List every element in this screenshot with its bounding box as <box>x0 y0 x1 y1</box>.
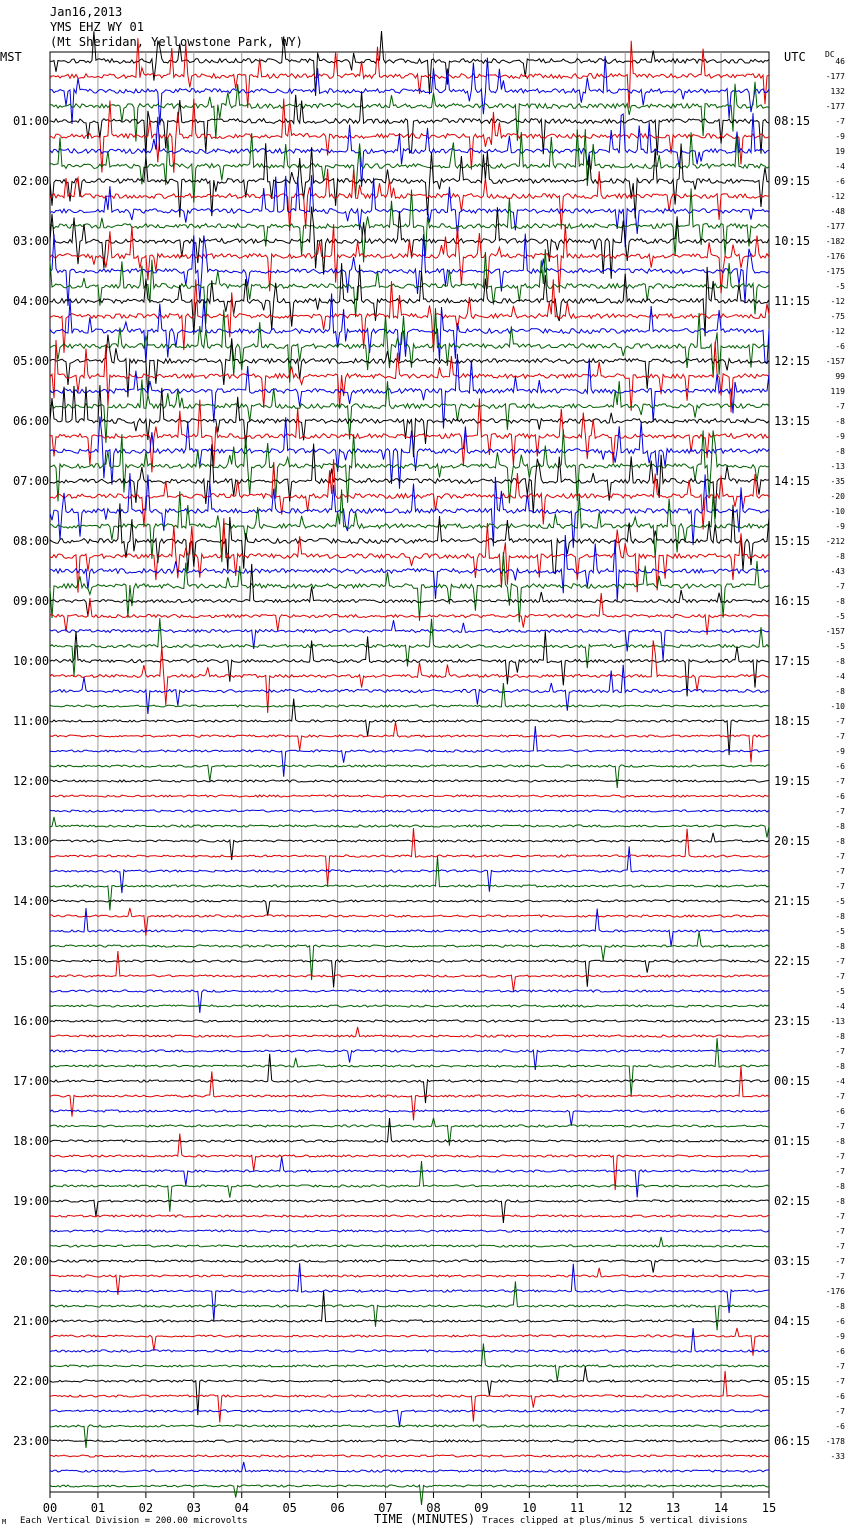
dc-offset-label: -4 <box>835 1077 845 1086</box>
right-hour-label: 02:15 <box>774 1194 811 1208</box>
right-hour-label: 03:15 <box>774 1254 811 1268</box>
dc-offset-label: -7 <box>835 732 845 741</box>
x-tick-label: 09 <box>474 1501 489 1515</box>
x-tick-label: 03 <box>186 1501 202 1515</box>
left-hour-label: 22:00 <box>13 1374 50 1388</box>
x-tick-label: 02 <box>138 1501 154 1515</box>
dc-offset-label: -13 <box>830 1017 845 1026</box>
dc-offset-label: -176 <box>825 252 845 261</box>
right-hour-label: 13:15 <box>774 414 811 428</box>
right-hour-label: 21:15 <box>774 894 811 908</box>
dc-offset-label: -8 <box>835 1182 845 1191</box>
left-hour-label: 15:00 <box>13 954 50 968</box>
dc-offset-label: -7 <box>835 1272 845 1281</box>
location-label: (Mt Sheridan, Yellowstone Park, WY) <box>50 35 303 49</box>
dc-offset-label: -5 <box>835 612 845 621</box>
right-hour-label: 01:15 <box>774 1134 811 1148</box>
dc-offset-label: -8 <box>835 1302 845 1311</box>
left-hour-label: 11:00 <box>13 714 50 728</box>
dc-offset-label: -6 <box>835 1422 845 1431</box>
dc-offset-label: -8 <box>835 912 845 921</box>
right-hour-label: 22:15 <box>774 954 811 968</box>
x-tick-label: 05 <box>282 1501 297 1515</box>
dc-offset-label: -6 <box>835 792 845 801</box>
right-hour-label: 17:15 <box>774 654 811 668</box>
dc-offset-label: 19 <box>835 147 845 156</box>
dc-offset-label: -7 <box>835 972 845 981</box>
dc-offset-label: -8 <box>835 447 845 456</box>
x-tick-label: 13 <box>665 1501 681 1515</box>
dc-offset-label: -4 <box>835 162 845 171</box>
dc-offset-label: -20 <box>830 492 845 501</box>
left-hour-label: 19:00 <box>13 1194 50 1208</box>
dc-offset-label: -75 <box>830 312 845 321</box>
left-hour-label: 12:00 <box>13 774 50 788</box>
dc-offset-label: -182 <box>825 237 845 246</box>
dc-offset-label: -177 <box>825 72 845 81</box>
dc-offset-label: -7 <box>835 957 845 966</box>
right-hour-label: 19:15 <box>774 774 811 788</box>
right-hour-label: 00:15 <box>774 1074 811 1088</box>
x-tick-label: 11 <box>570 1501 585 1515</box>
left-hour-label: 21:00 <box>13 1314 50 1328</box>
x-tick-label: 04 <box>234 1501 249 1515</box>
right-hour-label: 05:15 <box>774 1374 811 1388</box>
dc-offset-label: -10 <box>830 702 845 711</box>
dc-offset-label: -6 <box>835 1107 845 1116</box>
dc-offset-label: -7 <box>835 1257 845 1266</box>
dc-offset-label: -7 <box>835 1362 845 1371</box>
dc-offset-label: -7 <box>835 1047 845 1056</box>
left-hour-label: 05:00 <box>13 354 50 368</box>
dc-offset-label: -8 <box>835 687 845 696</box>
x-tick-label: 15 <box>761 1501 777 1515</box>
dc-offset-label: -7 <box>835 1122 845 1131</box>
left-hour-label: 18:00 <box>13 1134 50 1148</box>
dc-offset-label: -8 <box>835 1137 845 1146</box>
dc-offset-label: -157 <box>825 357 845 366</box>
x-tick-label: 12 <box>617 1501 633 1515</box>
right-hour-label: 08:15 <box>774 114 811 128</box>
dc-offset-label: -4 <box>835 1002 845 1011</box>
left-hour-label: 23:00 <box>13 1434 50 1448</box>
scale-note: Each Vertical Division = 200.00 microvolts <box>20 1516 248 1526</box>
dc-offset-label: -8 <box>835 552 845 561</box>
dc-offset-label: -8 <box>835 657 845 666</box>
right-hour-label: 18:15 <box>774 714 811 728</box>
x-tick-label: 14 <box>713 1501 729 1515</box>
dc-offset-label: -7 <box>835 1167 845 1176</box>
dc-offset-label: -9 <box>835 1332 845 1341</box>
dc-offset-label: -7 <box>835 1242 845 1251</box>
dc-offset-label: -6 <box>835 1317 845 1326</box>
left-hour-label: 17:00 <box>13 1074 50 1088</box>
right-hour-label: 06:15 <box>774 1434 811 1448</box>
dc-offset-label: -7 <box>835 117 845 126</box>
dc-offset-label: -175 <box>825 267 845 276</box>
dc-offset-label: -157 <box>825 627 845 636</box>
dc-offset-label: -7 <box>835 807 845 816</box>
dc-offset-label: -8 <box>835 1032 845 1041</box>
dc-offset-label: -176 <box>825 1287 845 1296</box>
left-hour-label: 10:00 <box>13 654 50 668</box>
dc-offset-label: -8 <box>835 942 845 951</box>
dc-offset-label: -7 <box>835 1377 845 1386</box>
dc-offset-label: -9 <box>835 522 845 531</box>
dc-offset-label: -8 <box>835 597 845 606</box>
dc-offset-label: -10 <box>830 507 845 516</box>
dc-offset-label: -6 <box>835 342 845 351</box>
left-hour-label: 03:00 <box>13 234 50 248</box>
right-hour-label: 04:15 <box>774 1314 811 1328</box>
left-hour-label: 04:00 <box>13 294 50 308</box>
dc-offset-label: -8 <box>835 822 845 831</box>
left-hour-label: 01:00 <box>13 114 50 128</box>
dc-offset-label: -5 <box>835 282 845 291</box>
dc-offset-label: -13 <box>830 462 845 471</box>
left-hour-label: 20:00 <box>13 1254 50 1268</box>
x-tick-label: 06 <box>330 1501 345 1515</box>
dc-offset-label: -7 <box>835 1407 845 1416</box>
x-tick-label: 10 <box>522 1501 537 1515</box>
dc-offset-label: -4 <box>835 672 845 681</box>
dc-offset-label: -178 <box>825 1437 845 1446</box>
dc-offset-label: -8 <box>835 1062 845 1071</box>
dc-offset-label: -177 <box>825 102 845 111</box>
left-hour-label: 16:00 <box>13 1014 50 1028</box>
dc-offset-label: -5 <box>835 642 845 651</box>
right-hour-label: 20:15 <box>774 834 811 848</box>
dc-offset-label: -7 <box>835 582 845 591</box>
x-axis-label: TIME (MINUTES) <box>374 1512 476 1526</box>
x-tick-label: 01 <box>90 1501 106 1515</box>
right-hour-label: 09:15 <box>774 174 811 188</box>
dc-offset-label: 132 <box>830 87 845 96</box>
right-timezone-label: UTC <box>784 50 806 64</box>
right-hour-label: 12:15 <box>774 354 811 368</box>
dc-offset-label: -6 <box>835 1347 845 1356</box>
left-hour-label: 13:00 <box>13 834 50 848</box>
dc-offset-label: -9 <box>835 432 845 441</box>
left-hour-label: 14:00 <box>13 894 50 908</box>
right-hour-label: 10:15 <box>774 234 811 248</box>
dc-offset-label: -8 <box>835 1197 845 1206</box>
dc-offset-label: -8 <box>835 417 845 426</box>
dc-offset-label: -12 <box>830 192 845 201</box>
x-tick-label: 08 <box>426 1501 441 1515</box>
dc-offset-label: -7 <box>835 402 845 411</box>
right-hour-label: 16:15 <box>774 594 811 608</box>
right-hour-label: 15:15 <box>774 534 811 548</box>
dc-offset-label: -177 <box>825 222 845 231</box>
dc-offset-label: 99 <box>835 372 845 381</box>
x-tick-label: 07 <box>378 1501 393 1515</box>
dc-offset-label: -33 <box>830 1452 845 1461</box>
dc-offset-label: -6 <box>835 762 845 771</box>
dc-offset-label: -48 <box>830 207 845 216</box>
dc-offset-label: -7 <box>835 1152 845 1161</box>
dc-offset-label: -7 <box>835 717 845 726</box>
right-hour-label: 11:15 <box>774 294 811 308</box>
left-hour-label: 07:00 <box>13 474 50 488</box>
dc-offset-label: -12 <box>830 297 845 306</box>
left-hour-label: 06:00 <box>13 414 50 428</box>
dc-offset-label: 119 <box>830 387 845 396</box>
dc-offset-label: -35 <box>830 477 845 486</box>
dc-offset-label: -9 <box>835 747 845 756</box>
left-hour-label: 09:00 <box>13 594 50 608</box>
dc-offset-label: -7 <box>835 777 845 786</box>
x-tick-label: 00 <box>42 1501 58 1515</box>
left-hour-label: 02:00 <box>13 174 50 188</box>
date-label: Jan16,2013 <box>50 5 123 19</box>
dc-offset-label: -7 <box>835 1227 845 1236</box>
dc-offset-label: -7 <box>835 867 845 876</box>
dc-offset-label: -5 <box>835 897 845 906</box>
dc-offset-label: -12 <box>830 327 845 336</box>
station-label: YMS EHZ WY 01 <box>50 20 144 34</box>
dc-offset-label: -7 <box>835 852 845 861</box>
dc-offset-label: -7 <box>835 882 845 891</box>
dc-offset-label: -212 <box>825 537 845 546</box>
dc-offset-label: -6 <box>835 1392 845 1401</box>
dc-offset-label: -7 <box>835 1212 845 1221</box>
dc-offset-label: -5 <box>835 927 845 936</box>
right-hour-label: 14:15 <box>774 474 811 488</box>
left-timezone-label: MST <box>0 50 22 64</box>
dc-offset-label: -7 <box>835 1092 845 1101</box>
logo-mark: M <box>2 1518 7 1526</box>
dc-offset-label: 46 <box>835 57 845 66</box>
dc-offset-label: -8 <box>835 837 845 846</box>
dc-offset-label: -6 <box>835 177 845 186</box>
dc-offset-label: -43 <box>830 567 845 576</box>
right-hour-label: 23:15 <box>774 1014 811 1028</box>
dc-label: DC <box>825 50 835 59</box>
left-hour-label: 08:00 <box>13 534 50 548</box>
clip-note: Traces clipped at plus/minus 5 vertical divisions <box>482 1516 748 1526</box>
dc-offset-label: -9 <box>835 132 845 141</box>
dc-offset-label: -5 <box>835 987 845 996</box>
